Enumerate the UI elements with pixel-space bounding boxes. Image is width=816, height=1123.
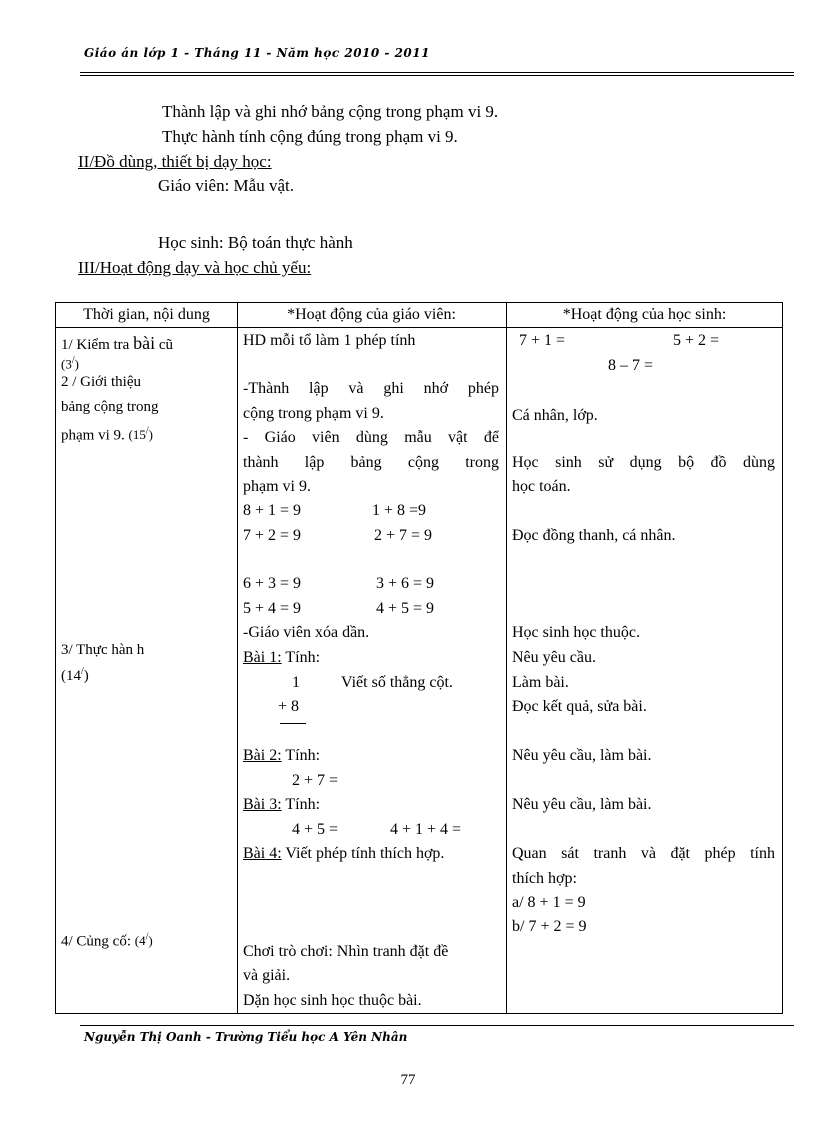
student-equation-1: 7 + 1 = [519, 332, 566, 349]
teacher-line-6: phạm vi 9. [243, 478, 311, 495]
teacher-line-2: -Thành lập và ghi nhớ phép [243, 380, 499, 397]
section-4-label: 4/ Củng cố: (4/) [61, 932, 153, 950]
student-line-4: Đọc đồng thanh, cá nhân. [512, 527, 676, 544]
student-line-8: Đọc kết quả, sửa bài. [512, 698, 647, 715]
section-1-label: 1/ Kiểm tra bài cũ [61, 333, 173, 353]
footer-rule [80, 1025, 794, 1026]
teacher-line-1: HD mỗi tổ làm 1 phép tính [243, 332, 416, 349]
section-3-label: 3/ Thực hàn h [61, 642, 145, 658]
student-answer-a: a/ 8 + 1 = 9 [512, 894, 586, 911]
game-line-2: và giải. [243, 967, 291, 984]
student-line-1: Cá nhân, lớp. [512, 407, 598, 424]
objective-2: Thực hành tính cộng đúng trong phạm vi 9. [162, 127, 458, 146]
student-line-11: Quan sát tranh và đặt phép tính [512, 845, 775, 862]
teacher-line-7: -Giáo viên xóa dần. [243, 624, 370, 641]
equation-1a: 8 + 1 = 9 [243, 502, 302, 519]
equation-2b: 2 + 7 = 9 [374, 527, 433, 544]
equation-1b: 1 + 8 =9 [372, 502, 427, 519]
header-teacher: *Hoạt động của giáo viên: [287, 306, 456, 323]
teacher-line-4: - Giáo viên dùng mẫu vật để [243, 429, 499, 446]
section-3-title: III/Hoạt động dạy và học chủ yếu: [78, 258, 312, 277]
equation-3a: 6 + 3 = 9 [243, 575, 302, 592]
equation-4a: 5 + 4 = 9 [243, 600, 302, 617]
student-line-6: Nêu yêu cầu. [512, 649, 596, 666]
header-time-content: Thời gian, nội dung [83, 306, 210, 323]
student-line-12: thích hợp: [512, 870, 577, 887]
page-footer: Nguyễn Thị Oanh - Trường Tiểu học A Yên Nhân [84, 1030, 408, 1044]
equation-2a: 7 + 2 = 9 [243, 527, 302, 544]
student-answer-b: b/ 7 + 2 = 9 [512, 918, 587, 935]
col-divider-2 [506, 303, 507, 1013]
section-2-title: II/Đồ dùng, thiết bị dạy học: [78, 152, 272, 171]
game-line-1: Chơi trò chơi: Nhìn tranh đặt đề [243, 943, 449, 960]
equation-3b: 3 + 6 = 9 [376, 575, 435, 592]
exercise-2: Bài 2: Tính: [243, 747, 321, 764]
exercise-4: Bài 4: Viết phép tính thích hợp. [243, 845, 445, 862]
section-3-time: (14/) [61, 666, 89, 684]
student-line-10: Nêu yêu cầu, làm bài. [512, 796, 652, 813]
student-equation-3: 8 – 7 = [608, 357, 654, 374]
exercise-1-note: Viết số thẳng cột. [341, 674, 453, 691]
homework-line: Dặn học sinh học thuộc bài. [243, 992, 422, 1009]
objective-1: Thành lập và ghi nhớ bảng cộng trong phạm vi 9. [162, 102, 499, 121]
section-2-label-line1: 2 / Giới thiệu [61, 374, 142, 390]
teacher-line-5: thành lập bảng cộng trong [243, 454, 499, 471]
student-line-2: Học sinh sử dụng bộ đồ dùng [512, 454, 775, 471]
student-materials: Học sinh: Bộ toán thực hành [158, 233, 353, 252]
exercise-3: Bài 3: Tính: [243, 796, 321, 813]
col-divider-1 [237, 303, 238, 1013]
student-line-5: Học sinh học thuộc. [512, 624, 640, 641]
teacher-line-3: cộng trong phạm vi 9. [243, 405, 384, 422]
teacher-materials: Giáo viên: Mẫu vật. [158, 176, 294, 195]
exercise-3-expression-2: 4 + 1 + 4 = [390, 821, 462, 838]
student-line-7: Làm bài. [512, 674, 569, 691]
exercise-3-expression-1: 4 + 5 = [292, 821, 339, 838]
header-rule-top [80, 72, 794, 73]
exercise-1: Bài 1: Tính: [243, 649, 321, 666]
section-1-time: (3/) [61, 355, 79, 372]
page-number: 77 [400, 1072, 416, 1088]
exercise-2-expression: 2 + 7 = [292, 772, 339, 789]
page-header: Giáo án lớp 1 - Tháng 11 - Năm học 2010 - 2011 [84, 46, 430, 60]
student-equation-2: 5 + 2 = [673, 332, 720, 349]
student-line-3: học toán. [512, 478, 571, 495]
header-row-divider [56, 327, 782, 328]
section-2-label-line3: phạm vi 9. (15/) [61, 426, 153, 444]
exercise-1-sum-line [280, 723, 306, 724]
student-line-9: Nêu yêu cầu, làm bài. [512, 747, 652, 764]
header-rule-bottom [80, 75, 794, 76]
header-student: *Hoạt động của học sinh: [562, 306, 727, 323]
equation-4b: 4 + 5 = 9 [376, 600, 435, 617]
section-2-label-line2: bảng cộng trong [61, 399, 159, 415]
exercise-1-number-2: + 8 [278, 698, 300, 715]
exercise-1-number-1: 1 [292, 674, 300, 691]
activity-table [55, 302, 783, 1014]
